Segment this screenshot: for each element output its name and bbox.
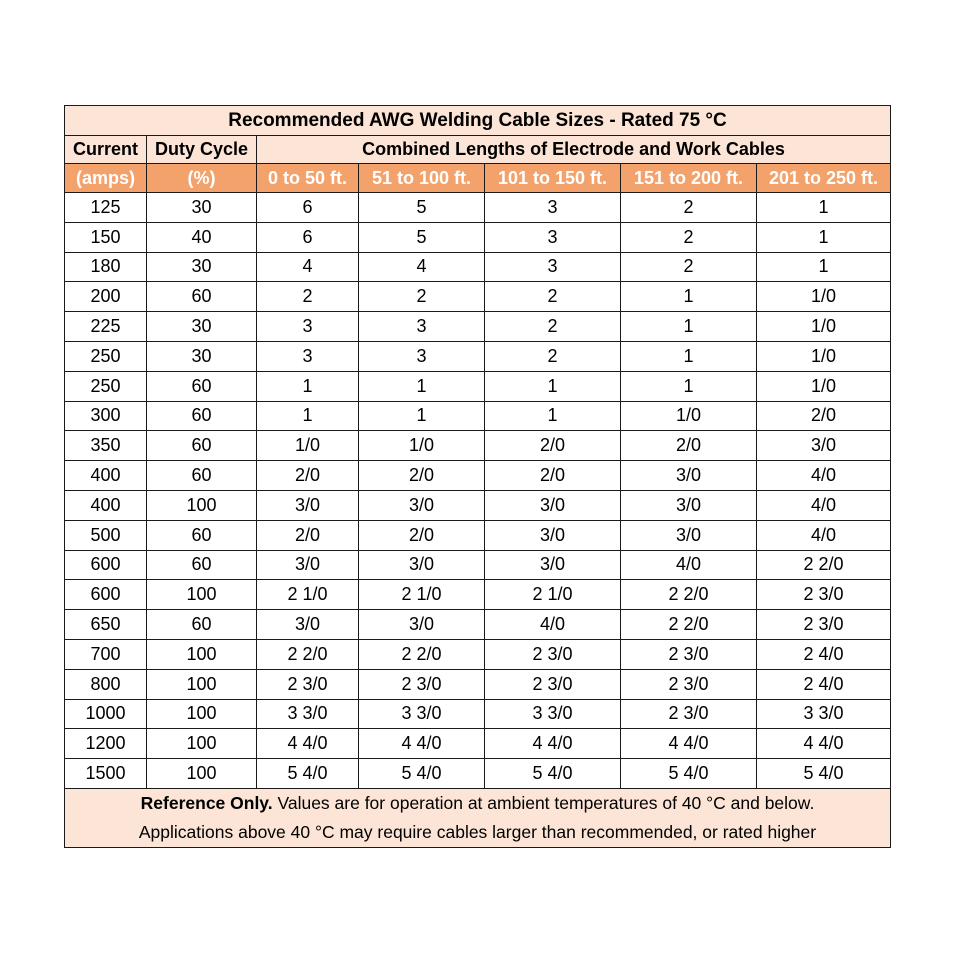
cell-current: 700 [65, 639, 147, 669]
header-duty-cycle: Duty Cycle [147, 136, 257, 164]
cell-size-101-150: 5 4/0 [485, 759, 621, 789]
subheader-row [65, 164, 891, 193]
cell-size-101-150: 1 [485, 371, 621, 401]
cell-current: 250 [65, 371, 147, 401]
cell-duty-cycle: 100 [147, 729, 257, 759]
cell-size-201-250: 4/0 [757, 490, 891, 520]
note-bold-lead: Reference Only. [140, 792, 273, 813]
cell-size-201-250: 1/0 [757, 282, 891, 312]
cell-size-51-100: 1 [359, 371, 485, 401]
cell-current: 200 [65, 282, 147, 312]
table-row [65, 550, 891, 580]
cell-size-0-50: 6 [257, 193, 359, 223]
cell-size-0-50: 4 4/0 [257, 729, 359, 759]
cell-size-151-200: 3/0 [621, 461, 757, 491]
cell-size-101-150: 2 [485, 282, 621, 312]
cell-size-201-250: 2 3/0 [757, 610, 891, 640]
cell-duty-cycle: 60 [147, 282, 257, 312]
cell-size-51-100: 5 4/0 [359, 759, 485, 789]
cell-size-201-250: 1 [757, 193, 891, 223]
cell-size-0-50: 3 [257, 312, 359, 342]
cell-size-101-150: 3/0 [485, 490, 621, 520]
cell-size-201-250: 2 3/0 [757, 580, 891, 610]
table-row [65, 312, 891, 342]
cell-size-151-200: 2 3/0 [621, 699, 757, 729]
table-row [65, 371, 891, 401]
cell-size-0-50: 4 [257, 252, 359, 282]
reference-note [65, 788, 891, 847]
cell-size-51-100: 2 [359, 282, 485, 312]
cell-size-101-150: 2 1/0 [485, 580, 621, 610]
cell-size-51-100: 4 [359, 252, 485, 282]
cell-size-201-250: 1/0 [757, 341, 891, 371]
cell-current: 180 [65, 252, 147, 282]
cell-size-201-250: 4/0 [757, 520, 891, 550]
cell-size-51-100: 2 3/0 [359, 669, 485, 699]
cell-current: 800 [65, 669, 147, 699]
cell-size-0-50: 2/0 [257, 461, 359, 491]
cell-size-201-250: 4 4/0 [757, 729, 891, 759]
cell-current: 300 [65, 401, 147, 431]
table-row [65, 282, 891, 312]
cell-size-101-150: 2 3/0 [485, 669, 621, 699]
cell-size-151-200: 2 2/0 [621, 610, 757, 640]
cell-duty-cycle: 60 [147, 520, 257, 550]
cell-size-151-200: 3/0 [621, 490, 757, 520]
cell-size-0-50: 5 4/0 [257, 759, 359, 789]
cell-size-101-150: 2 [485, 341, 621, 371]
cell-size-51-100: 1 [359, 401, 485, 431]
cell-size-101-150: 3/0 [485, 520, 621, 550]
cell-size-201-250: 1/0 [757, 312, 891, 342]
cell-current: 400 [65, 490, 147, 520]
cell-duty-cycle: 100 [147, 669, 257, 699]
cell-duty-cycle: 30 [147, 312, 257, 342]
cell-current: 600 [65, 550, 147, 580]
table-row [65, 490, 891, 520]
table-row [65, 759, 891, 789]
cell-duty-cycle: 100 [147, 490, 257, 520]
cell-size-51-100: 3 [359, 341, 485, 371]
table-row [65, 193, 891, 223]
cell-size-151-200: 2 3/0 [621, 639, 757, 669]
cell-size-101-150: 2 3/0 [485, 639, 621, 669]
cell-size-201-250: 4/0 [757, 461, 891, 491]
cell-size-51-100: 2/0 [359, 461, 485, 491]
cell-size-151-200: 2 [621, 252, 757, 282]
cell-size-0-50: 3 3/0 [257, 699, 359, 729]
note-line-2: Applications above 40 °C may require cables larger than recommended, or rated higher [138, 821, 817, 842]
table-row [65, 699, 891, 729]
header-combined-lengths: Combined Lengths of Electrode and Work Cables [257, 136, 891, 164]
subheader-length-151-200: 151 to 200 ft. [621, 164, 757, 193]
cell-size-101-150: 3 [485, 252, 621, 282]
cell-size-151-200: 1 [621, 341, 757, 371]
table-row [65, 222, 891, 252]
cell-current: 250 [65, 341, 147, 371]
cell-duty-cycle: 60 [147, 371, 257, 401]
cell-size-0-50: 3 [257, 341, 359, 371]
cell-size-51-100: 5 [359, 193, 485, 223]
table-row [65, 341, 891, 371]
cell-size-201-250: 5 4/0 [757, 759, 891, 789]
cell-current: 600 [65, 580, 147, 610]
cell-size-101-150: 3 [485, 193, 621, 223]
cell-size-151-200: 4/0 [621, 550, 757, 580]
cell-duty-cycle: 60 [147, 550, 257, 580]
cell-size-51-100: 2/0 [359, 520, 485, 550]
cell-duty-cycle: 100 [147, 580, 257, 610]
cell-size-51-100: 3/0 [359, 490, 485, 520]
cell-size-101-150: 4 4/0 [485, 729, 621, 759]
awg-cable-size-table [64, 105, 891, 848]
cell-size-0-50: 1 [257, 371, 359, 401]
cell-size-101-150: 2 [485, 312, 621, 342]
cell-size-201-250: 2 2/0 [757, 550, 891, 580]
cell-size-151-200: 2 [621, 193, 757, 223]
cell-size-201-250: 2/0 [757, 401, 891, 431]
cell-duty-cycle: 100 [147, 639, 257, 669]
cell-current: 400 [65, 461, 147, 491]
cell-duty-cycle: 100 [147, 699, 257, 729]
cell-size-151-200: 1 [621, 371, 757, 401]
cell-size-101-150: 1 [485, 401, 621, 431]
table-row [65, 669, 891, 699]
cell-duty-cycle: 60 [147, 461, 257, 491]
header-row [65, 136, 891, 164]
cell-size-0-50: 1 [257, 401, 359, 431]
cell-size-101-150: 3/0 [485, 550, 621, 580]
table-row [65, 431, 891, 461]
note-row [65, 788, 891, 847]
cell-size-0-50: 3/0 [257, 490, 359, 520]
cell-current: 125 [65, 193, 147, 223]
cell-duty-cycle: 60 [147, 431, 257, 461]
cell-current: 1500 [65, 759, 147, 789]
cell-current: 1000 [65, 699, 147, 729]
table-row [65, 610, 891, 640]
table-row [65, 729, 891, 759]
cell-size-0-50: 1/0 [257, 431, 359, 461]
header-current: Current [65, 136, 147, 164]
cell-size-201-250: 2 4/0 [757, 669, 891, 699]
subheader-length-201-250: 201 to 250 ft. [757, 164, 891, 193]
cell-size-51-100: 2 1/0 [359, 580, 485, 610]
table-row [65, 401, 891, 431]
cell-size-51-100: 3/0 [359, 550, 485, 580]
cell-size-0-50: 2 [257, 282, 359, 312]
title-row [65, 106, 891, 136]
cell-size-151-200: 4 4/0 [621, 729, 757, 759]
cell-size-151-200: 3/0 [621, 520, 757, 550]
cell-size-101-150: 3 [485, 222, 621, 252]
cell-size-201-250: 1/0 [757, 371, 891, 401]
cell-size-151-200: 2 2/0 [621, 580, 757, 610]
cell-size-51-100: 3/0 [359, 610, 485, 640]
cell-size-51-100: 5 [359, 222, 485, 252]
table-row [65, 580, 891, 610]
subheader-current-unit: (amps) [65, 164, 147, 193]
cell-current: 650 [65, 610, 147, 640]
cell-size-151-200: 2/0 [621, 431, 757, 461]
cell-duty-cycle: 30 [147, 252, 257, 282]
cell-size-0-50: 2 2/0 [257, 639, 359, 669]
cell-size-151-200: 1 [621, 312, 757, 342]
cell-size-0-50: 2/0 [257, 520, 359, 550]
cell-current: 1200 [65, 729, 147, 759]
cell-size-0-50: 2 1/0 [257, 580, 359, 610]
subheader-length-101-150: 101 to 150 ft. [485, 164, 621, 193]
cell-size-101-150: 4/0 [485, 610, 621, 640]
cell-current: 500 [65, 520, 147, 550]
cell-size-201-250: 1 [757, 222, 891, 252]
cell-duty-cycle: 60 [147, 610, 257, 640]
table-row [65, 252, 891, 282]
cell-duty-cycle: 100 [147, 759, 257, 789]
cell-size-51-100: 1/0 [359, 431, 485, 461]
cell-size-201-250: 1 [757, 252, 891, 282]
cell-duty-cycle: 40 [147, 222, 257, 252]
cell-size-51-100: 4 4/0 [359, 729, 485, 759]
cell-size-201-250: 2 4/0 [757, 639, 891, 669]
cell-size-151-200: 2 [621, 222, 757, 252]
cell-size-201-250: 3 3/0 [757, 699, 891, 729]
cell-size-0-50: 2 3/0 [257, 669, 359, 699]
subheader-length-0-50: 0 to 50 ft. [257, 164, 359, 193]
cell-size-0-50: 3/0 [257, 550, 359, 580]
cell-size-0-50: 6 [257, 222, 359, 252]
cell-size-51-100: 2 2/0 [359, 639, 485, 669]
cell-size-101-150: 2/0 [485, 461, 621, 491]
note-line-1: Values are for operation at ambient temperatures of 40 °C and below. [272, 792, 815, 813]
cell-duty-cycle: 60 [147, 401, 257, 431]
cell-size-0-50: 3/0 [257, 610, 359, 640]
table-row [65, 520, 891, 550]
cell-duty-cycle: 30 [147, 341, 257, 371]
cell-size-151-200: 1 [621, 282, 757, 312]
cell-size-51-100: 3 [359, 312, 485, 342]
subheader-duty-unit: (%) [147, 164, 257, 193]
cell-size-51-100: 3 3/0 [359, 699, 485, 729]
table-row [65, 639, 891, 669]
table-title: Recommended AWG Welding Cable Sizes - Rated 75 °C [65, 106, 891, 136]
cell-size-101-150: 3 3/0 [485, 699, 621, 729]
cell-duty-cycle: 30 [147, 193, 257, 223]
cell-size-151-200: 2 3/0 [621, 669, 757, 699]
table-row [65, 461, 891, 491]
cell-current: 150 [65, 222, 147, 252]
cell-size-151-200: 5 4/0 [621, 759, 757, 789]
cell-current: 350 [65, 431, 147, 461]
cell-current: 225 [65, 312, 147, 342]
subheader-length-51-100: 51 to 100 ft. [359, 164, 485, 193]
cell-size-101-150: 2/0 [485, 431, 621, 461]
cell-size-151-200: 1/0 [621, 401, 757, 431]
cell-size-201-250: 3/0 [757, 431, 891, 461]
